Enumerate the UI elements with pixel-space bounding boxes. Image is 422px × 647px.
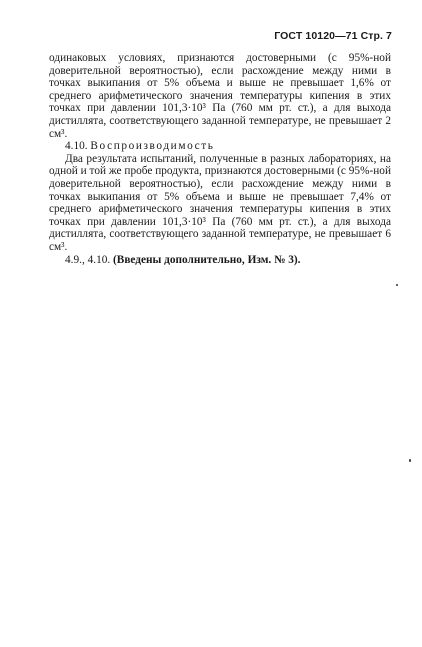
page-header: ГОСТ 10120—71 Стр. 7 xyxy=(274,30,392,42)
amendment-text: (Введены дополнительно, Изм. № 3). xyxy=(113,253,301,266)
document-body xyxy=(49,52,391,266)
paragraph-continuation: одинаковых условиях, признаются достоверными (с 95%-ной доверительной вероятностью), если расхождение между ними в точках выкипания от 5% объема и выше не превышает 1,6% от среднего арифметического значения температуры кипения в этих точках при давлении 101,3·10³ Па (760 мм рт. ст.), а для выхода дистиллята, соответствующего заданной температуре, не превышает 2 см³. xyxy=(49,52,391,140)
paragraph-reproducibility: Два результата испытаний, полученные в разных лабораториях, на одной и той же пробе продукта, признаются достоверными (с 95%-ной доверительной вероятностью), если расхождение между ними в точках выкипания от 5% объема и выше не превышает 7,4% от среднего арифметического значения температуры кипения в этих точках при давлении 101,3·10³ Па (760 мм рт. ст.), а для выхода дистиллята, соответствующего заданной температуре, не превышает 6 см³. xyxy=(49,152,391,253)
amendment-sections: 4.9., 4.10. xyxy=(65,253,111,266)
section-heading-4-10 xyxy=(49,140,391,153)
scan-speck xyxy=(396,284,398,286)
section-number: 4.10. xyxy=(65,140,88,153)
section-title: Воспроизводимость xyxy=(90,140,215,153)
scan-speck xyxy=(409,459,411,462)
amendment-note xyxy=(49,254,391,267)
